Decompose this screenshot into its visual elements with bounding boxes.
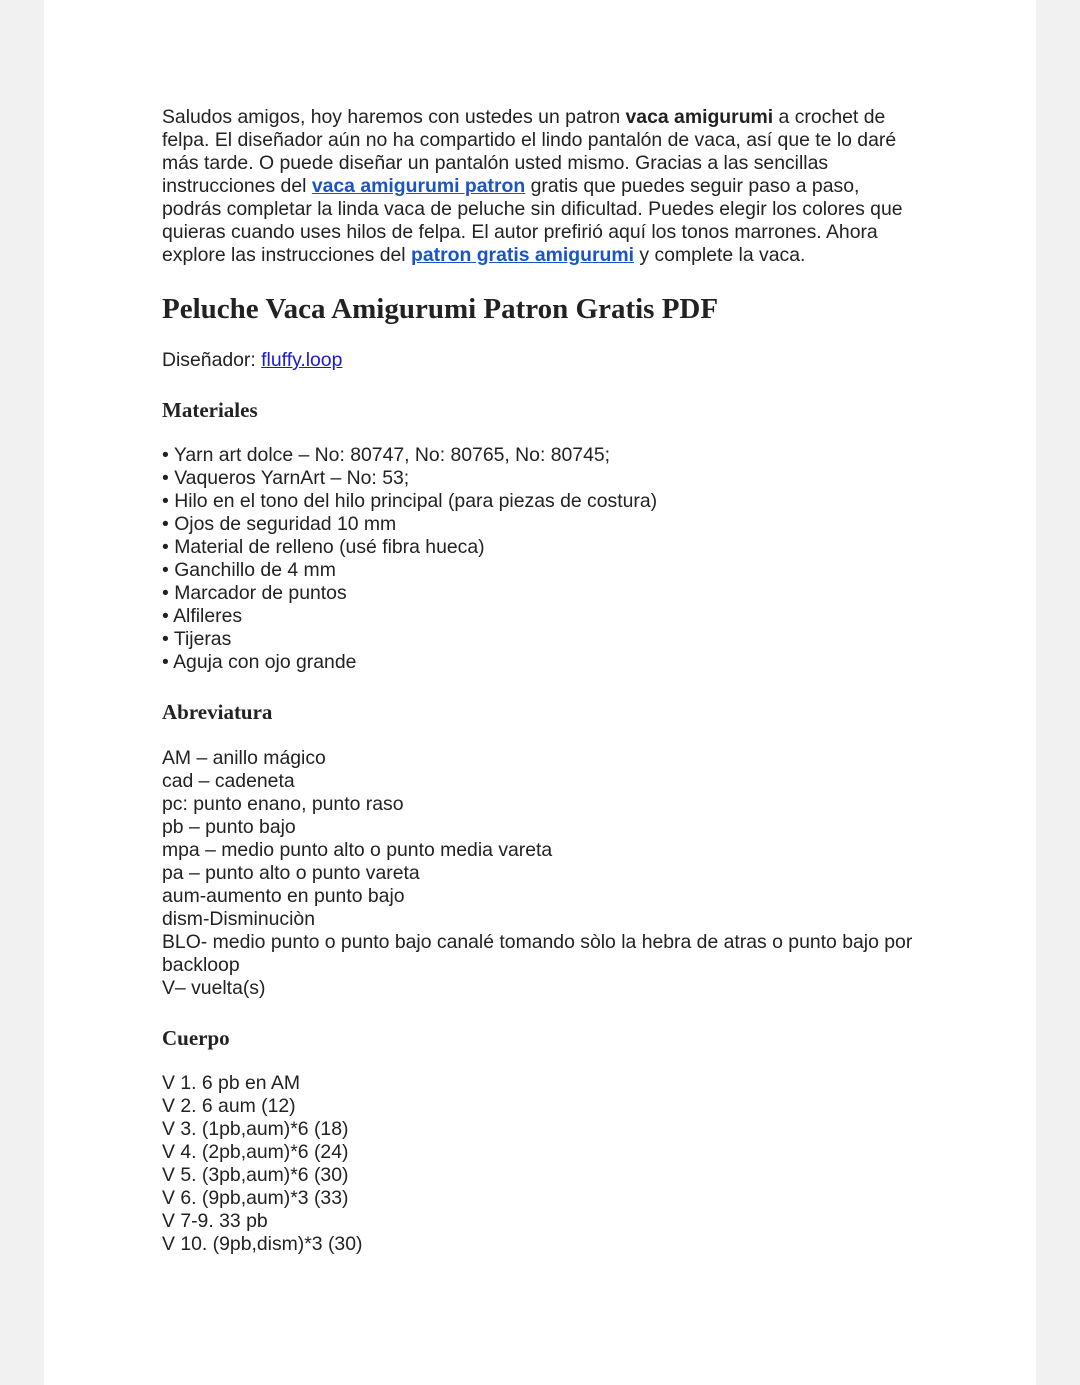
list-item: • Ojos de seguridad 10 mm [162,513,657,536]
designer-label: Diseñador: [162,349,262,371]
list-item: V 6. (9pb,aum)*3 (33) [162,1187,349,1209]
list-item: • Ganchillo de 4 mm [162,559,657,582]
intro-text [162,106,922,267]
list-item: V– vuelta(s) [162,977,266,999]
list-item: • Tijeras [162,628,657,651]
list-item: pc: punto enano, punto raso [162,793,404,815]
list-item: aum-aumento en punto bajo [162,885,405,907]
intro-text-1: Saludos amigos, hoy haremos con ustedes un patron [162,106,626,128]
list-item: V 4. (2pb,aum)*6 (24) [162,1141,349,1163]
list-item: • Hilo en el tono del hilo principal (para piezas de costura) [162,490,657,513]
list-item: mpa – medio punto alto o punto media vareta [162,839,553,861]
list-item: AM – anillo mágico [162,747,326,769]
list-item: V 1. 6 pb en AM [162,1072,300,1094]
list-item: • Material de relleno (usé fibra hueca) [162,536,657,559]
list-item: V 3. (1pb,aum)*6 (18) [162,1118,349,1140]
list-item: pb – punto bajo [162,816,296,838]
intro-text-2: a crochet de felpa. El diseñador aún no ha compartido el lindo pantalón de vaca, así que te lo daré más tarde. O puede diseñar un pantalón usted mismo. Gracias a las sencillas instrucciones del [162,106,897,197]
intro-text-4: y complete la vaca. [634,244,806,266]
intro-bold-term: vaca amigurumi [625,106,774,128]
list-item: dism-Disminuciòn [162,908,316,930]
vaca-amigurumi-patron-link[interactable]: vaca amigurumi patron [311,175,526,197]
designer-line [162,349,342,372]
abbreviations-list [162,747,922,1000]
list-item: pa – punto alto o punto vareta [162,862,420,884]
document-content [162,106,922,1255]
materials-heading: Materiales [162,398,258,422]
intro-paragraph [162,106,922,267]
page-title: Peluche Vaca Amigurumi Patron Gratis PDF [162,293,719,325]
list-item: V 2. 6 aum (12) [162,1095,296,1117]
list-item: • Vaqueros YarnArt – No: 53; [162,467,657,490]
materials-list [162,444,657,674]
document-page [44,0,1036,1385]
body-rows-list [162,1072,362,1256]
list-item: V 7-9. 33 pb [162,1210,268,1232]
intro-text-3: gratis que puedes seguir paso a paso, podrás completar la linda vaca de peluche sin dificultad. Puedes elegir los colores que quieras cuando uses hilos de felpa. El autor prefirió aquí los tonos marrones. Ahora explore las instrucciones del [162,175,903,266]
body-heading: Cuerpo [162,1026,230,1050]
list-item: cad – cadeneta [162,770,295,792]
abbreviations-heading: Abreviatura [162,700,273,724]
list-item: • Marcador de puntos [162,582,657,605]
list-item: V 10. (9pb,dism)*3 (30) [162,1233,363,1255]
list-item: V 5. (3pb,aum)*6 (30) [162,1164,349,1186]
designer-link[interactable]: fluffy.loop [261,349,343,371]
list-item: • Alfileres [162,605,657,628]
patron-gratis-amigurumi-link[interactable]: patron gratis amigurumi [410,244,635,266]
list-item: BLO- medio punto o punto bajo canalé tomando sòlo la hebra de atras o punto bajo por backloop [162,931,913,976]
list-item: • Aguja con ojo grande [162,651,657,674]
list-item: • Yarn art dolce – No: 80747, No: 80765, No: 80745; [162,444,657,467]
